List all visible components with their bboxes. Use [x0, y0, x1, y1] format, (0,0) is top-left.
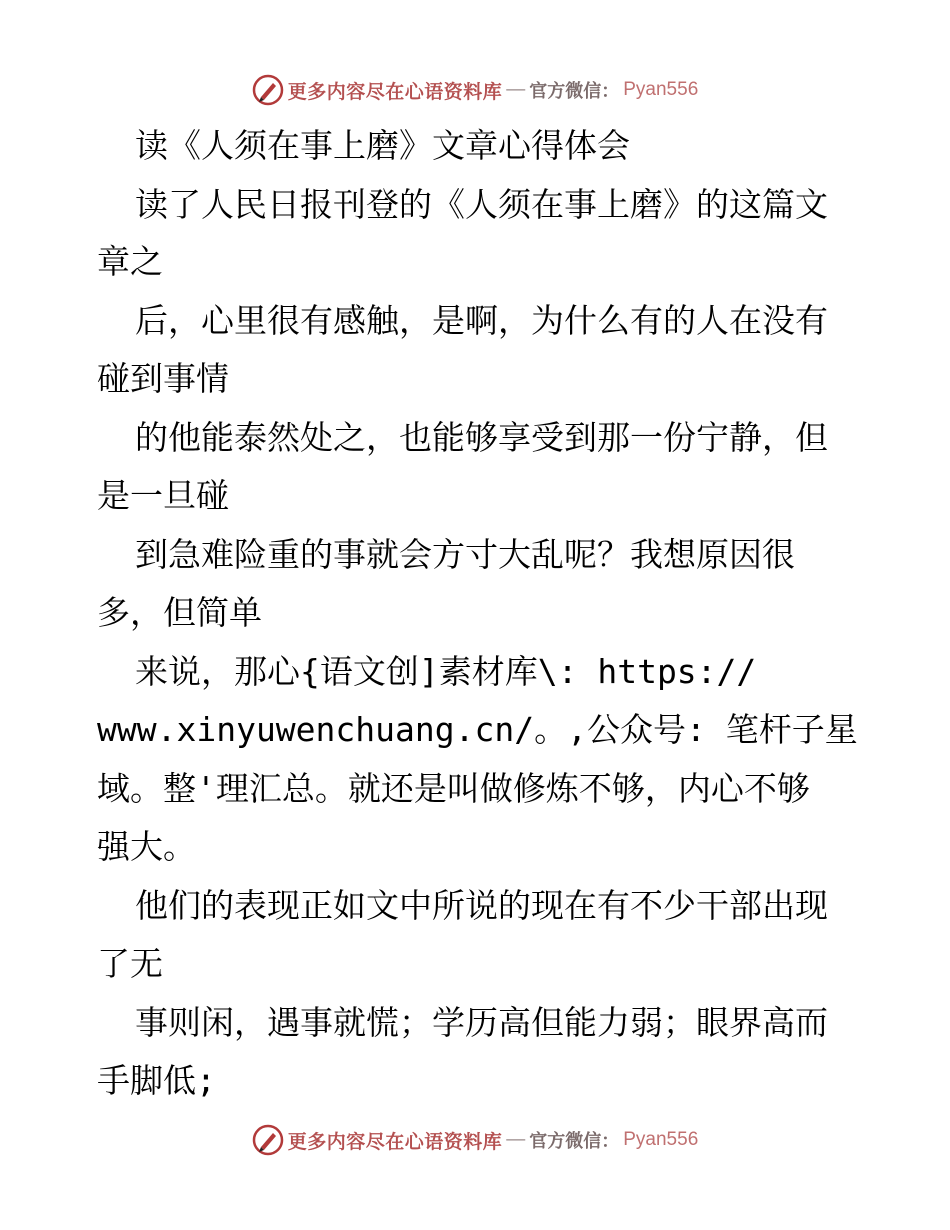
header-banner [0, 70, 950, 110]
paragraph-line: 了无 [97, 944, 163, 983]
banner-dash: — [506, 1129, 526, 1150]
banner-content [252, 1124, 699, 1156]
banner-wechat-label: 官方微信： [529, 81, 620, 102]
paragraph-line: 他们的表现正如文中所说的现在有不少干部出现 [135, 886, 828, 925]
banner-wechat-label: 官方微信： [529, 1131, 620, 1152]
paragraph-line: 来说，那心{语文创]素材库\: https:// [135, 652, 757, 691]
banner-content [252, 74, 699, 106]
banner-wechat-id: Pyan556 [623, 79, 699, 100]
article-title: 读《人须在事上磨》文章心得体会 [135, 126, 630, 165]
paragraph-line: 的他能泰然处之，也能够享受到那一份宁静，但 [135, 418, 828, 457]
paragraph-line: 到急难险重的事就会方寸大乱呢？我想原因很 [135, 535, 795, 574]
paragraph-line: www.xinyuwenchuang.cn/。,公众号: 笔杆子星 [97, 710, 858, 749]
banner-dash: — [506, 79, 526, 100]
paragraph-line: 手脚低; [97, 1061, 216, 1100]
paragraph-line: 强大。 [97, 827, 196, 866]
footer-banner [0, 1120, 950, 1160]
paragraph-line: 后，心里很有感触，是啊，为什么有的人在没有 [135, 301, 828, 340]
paragraph-line: 章之 [97, 242, 163, 281]
pen-logo-icon [252, 1124, 284, 1156]
paragraph-line: 读了人民日报刊登的《人须在事上磨》的这篇文 [135, 185, 828, 224]
paragraph-line: 域。整'理汇总。就还是叫做修炼不够，内心不够 [97, 769, 810, 808]
paragraph-line: 事则闲，遇事就慌；学历高但能力弱；眼界高而 [135, 1003, 828, 1042]
banner-site-text: 更多内容尽在心语资料库 [287, 80, 503, 103]
banner-site-text: 更多内容尽在心语资料库 [287, 1130, 503, 1153]
paragraph-line: 是一旦碰 [97, 476, 229, 515]
banner-wechat-id: Pyan556 [623, 1129, 699, 1150]
paragraph-line: 多，但简单 [97, 593, 262, 632]
paragraph-line: 碰到事情 [97, 359, 229, 398]
pen-logo-icon [252, 74, 284, 106]
